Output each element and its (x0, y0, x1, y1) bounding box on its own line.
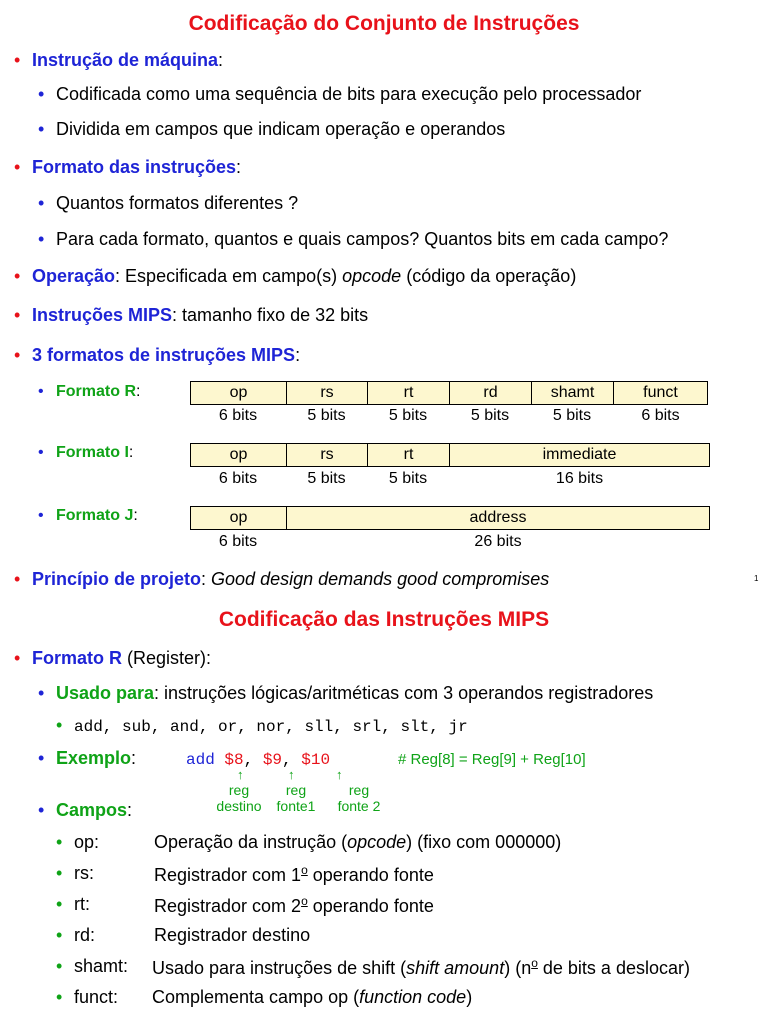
instruction-list: • add, sub, and, or, nor, sll, srl, slt, jr (56, 715, 468, 736)
arrow-up-icon: ↑ (336, 767, 343, 782)
field-op: • op: (56, 832, 100, 852)
arrow-up-icon: ↑ (288, 767, 295, 782)
field-rd-desc: Registrador destino (154, 925, 311, 945)
format-r-bits-shamt: 5 bits (552, 407, 592, 424)
format-r-box (190, 381, 708, 405)
annotation-reg-destino: reg destino (216, 782, 262, 814)
format-i-bits-rt: 5 bits (388, 470, 428, 487)
field-shamt-desc: Usado para instruções de shift (shift amount) ($n^o$ de bits a deslocar) (152, 956, 690, 978)
format-i-box (190, 443, 710, 467)
format-i-label: • Formato I: (38, 444, 134, 461)
page-number: 1 (754, 574, 759, 583)
format-j-field-op: op (191, 507, 287, 529)
format-r-bits-rd: 5 bits (470, 407, 510, 424)
slide1-title: Codificação do Conjunto de Instruções (188, 12, 580, 35)
arrow-up-icon: ↑ (237, 767, 244, 782)
bullet-three-formats: • 3 formatos de instruções MIPS: (14, 345, 301, 365)
example-comment: # Reg[8] = Reg[9] + Reg[10] (398, 751, 586, 768)
field-funct-desc: Complementa campo op (function code) (152, 987, 473, 1007)
example-code: add $8, $9, $10 (186, 751, 331, 769)
annotation-reg-fonte2: reg fonte 2 (337, 782, 381, 814)
format-r-bits-rs: 5 bits (307, 407, 346, 424)
bullet-format-r: • Formato R (Register): (14, 648, 212, 668)
format-r-field-rt: rt (368, 382, 450, 404)
format-j-bits (190, 533, 710, 551)
format-r-label: • Formato R: (38, 383, 141, 400)
format-i-field-rs: rs (287, 444, 368, 466)
bullet-operation: • Operação: Especificada em campo(s) opcode (código da operação) (14, 266, 577, 286)
format-i-bits (190, 470, 710, 488)
sub-bullet-fields: • Dividida em campos que indicam operação e operandos (38, 119, 506, 139)
format-r-bits-funct: 6 bits (641, 407, 680, 424)
format-r-field-rs: rs (287, 382, 368, 404)
format-j-bits-address: 26 bits (474, 533, 522, 550)
format-j-bits-op: 6 bits (218, 533, 258, 550)
sub-bullet-how-many-formats: • Quantos formatos diferentes ? (38, 193, 299, 213)
field-rs-desc: Registrador com 1$^o$ operando fonte (154, 863, 434, 885)
format-r-bits (190, 407, 708, 425)
format-i-field-op: op (191, 444, 287, 466)
format-i-bits-op: 6 bits (218, 470, 258, 487)
slide2-title: Codificação das Instruções MIPS (218, 608, 550, 631)
field-op-desc: Operação da instrução (opcode) (fixo com 000000) (154, 832, 562, 852)
campos-label: • Campos: (38, 800, 133, 820)
annotation-reg-fonte1: reg fonte1 (276, 782, 316, 814)
format-i-bits-rs: 5 bits (307, 470, 346, 487)
field-rt: • rt: (56, 894, 90, 914)
bullet-design-principle: • Princípio de projeto: Good design demands good compromises (14, 569, 550, 589)
bullet-used-for: • Usado para: instruções lógicas/aritméticas com 3 operandos registradores (38, 683, 654, 703)
sub-bullet-fields-per-format: • Para cada formato, quantos e quais campos? Quantos bits em cada campo? (38, 229, 669, 249)
format-r-field-op: op (191, 382, 287, 404)
field-funct: • funct: (56, 987, 119, 1007)
field-rs: • rs: (56, 863, 94, 883)
format-i-field-rt: rt (368, 444, 450, 466)
format-r-field-shamt: shamt (532, 382, 614, 404)
format-j-label: • Formato J: (38, 507, 138, 524)
format-j-field-address: address (469, 509, 527, 526)
format-r-bits-rt: 5 bits (388, 407, 428, 424)
format-r-field-rd: rd (450, 382, 532, 404)
field-rd: • rd: (56, 925, 96, 945)
format-r-bits-op: 6 bits (218, 407, 258, 424)
field-shamt: • shamt: (56, 956, 129, 976)
format-r-field-funct: funct (643, 384, 678, 401)
sub-bullet-encoded: • Codificada como uma sequência de bits para execução pelo processador (38, 84, 642, 104)
example-label: • Exemplo: (38, 748, 137, 768)
bullet-instruction-format: • Formato das instruções: (14, 157, 242, 177)
field-rt-desc: Registrador com 2$^o$ operando fonte (154, 894, 434, 916)
format-i-field-immediate: immediate (542, 446, 617, 463)
bullet-mips-instructions: • Instruções MIPS: tamanho fixo de 32 bits (14, 305, 369, 325)
format-j-box (190, 506, 710, 530)
bullet-machine-instruction: • Instrução de máquina: (14, 50, 224, 70)
format-i-bits-immediate: 16 bits (555, 470, 604, 487)
